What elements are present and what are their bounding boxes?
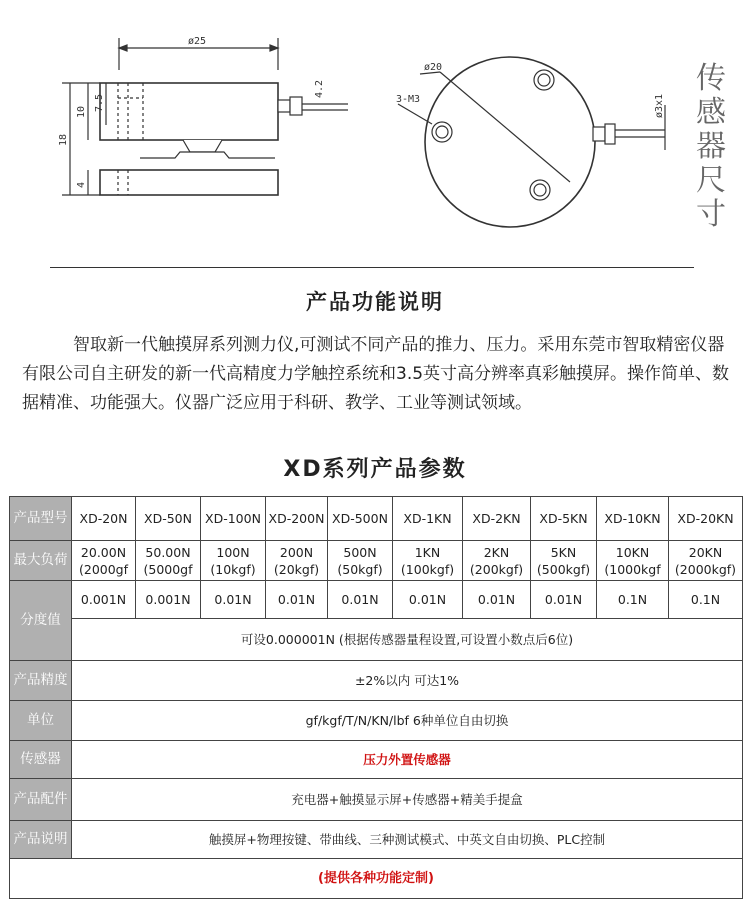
model-cell: XD-100N (201, 497, 266, 541)
model-cell: XD-200N (266, 497, 328, 541)
row-resolution (10, 581, 743, 619)
load-cell: 100N (10kgf) (201, 541, 266, 581)
load-cell: 10KN (1000kgf (597, 541, 669, 581)
resolution-cell: 0.1N (669, 581, 743, 619)
accessories-value: 充电器+触摸显示屏+传感器+精美手提盒 (72, 779, 743, 821)
sensor-dimension-drawing (0, 0, 750, 260)
function-description: 智取新一代触摸屏系列测力仪,可测试不同产品的推力、压力。采用东莞市智取精密仪器有限公司自主研发的新一代高精度力学触控系统和3.5英寸高分辨率真彩触摸屏。操作简单、数据精准、功能强大。仪器广泛应用于科研、教学、工业等测试领域。 (22, 335, 730, 413)
row-footer (10, 859, 743, 899)
label-max-load: 最大负荷 (10, 541, 72, 581)
row-accessories (10, 779, 743, 821)
unit-value: gf/kgf/T/N/KN/lbf 6种单位自由切换 (72, 701, 743, 741)
model-cell: XD-50N (136, 497, 201, 541)
dim-cable-label: ø3x1 (654, 93, 665, 118)
dim-width-label: ø25 (188, 36, 207, 47)
load-cell: 20KN (2000kgf) (669, 541, 743, 581)
resolution-cell: 0.001N (72, 581, 136, 619)
dim-base-height: 4 (76, 181, 87, 188)
load-cell: 5KN (500kgf) (531, 541, 597, 581)
row-unit (10, 701, 743, 741)
resolution-cell: 0.001N (136, 581, 201, 619)
divider (50, 267, 694, 268)
spec-table (9, 496, 743, 899)
load-cell: 20.00N (2000gf (72, 541, 136, 581)
model-cell: XD-20KN (669, 497, 743, 541)
model-cell: XD-20N (72, 497, 136, 541)
resolution-cell: 0.01N (531, 581, 597, 619)
sensor-value: 压力外置传感器 (72, 741, 743, 779)
dim-holes-label: 3-M3 (396, 94, 421, 105)
label-models: 产品型号 (10, 497, 72, 541)
dim-diameter-label: ø20 (424, 62, 443, 73)
resolution-cell: 0.01N (201, 581, 266, 619)
dim-inner-height: 7.5 (94, 93, 105, 112)
model-cell: XD-5KN (531, 497, 597, 541)
load-cell: 500N (50kgf) (328, 541, 393, 581)
label-accessories: 产品配件 (10, 779, 72, 821)
row-accuracy (10, 661, 743, 701)
top-view-drawing (398, 57, 665, 227)
load-cell: 200N (20kgf) (266, 541, 328, 581)
row-resolution-note (10, 619, 743, 661)
model-cell: XD-500N (328, 497, 393, 541)
section-title-function: 产品功能说明 (306, 290, 444, 314)
resolution-cell: 0.01N (328, 581, 393, 619)
accuracy-value: ±2%以内 可达1% (72, 661, 743, 701)
load-cell: 1KN (100kgf) (393, 541, 463, 581)
resolution-cell: 0.01N (463, 581, 531, 619)
label-description: 产品说明 (10, 821, 72, 859)
dim-body-height: 10 (76, 105, 87, 118)
customization-note: (提供各种功能定制) (10, 859, 743, 899)
label-accuracy: 产品精度 (10, 661, 72, 701)
dim-total-height: 18 (58, 133, 69, 146)
model-cell: XD-1KN (393, 497, 463, 541)
side-view-drawing (62, 38, 348, 195)
row-description (10, 821, 743, 859)
row-sensor (10, 741, 743, 779)
section-title-params: XD系列产品参数 (283, 457, 467, 482)
label-resolution: 分度值 (10, 581, 72, 661)
resolution-cell: 0.1N (597, 581, 669, 619)
load-cell: 50.00N (5000gf (136, 541, 201, 581)
dim-cable-offset: 4.2 (314, 79, 325, 98)
description-value: 触摸屏+物理按键、带曲线、三种测试模式、中英文自由切换、PLC控制 (72, 821, 743, 859)
model-cell: XD-10KN (597, 497, 669, 541)
load-cell: 2KN (200kgf) (463, 541, 531, 581)
resolution-note: 可设0.000001N (根据传感器量程设置,可设置小数点后6位) (72, 619, 743, 661)
vertical-title: 传感器尺寸 (696, 61, 726, 232)
label-sensor: 传感器 (10, 741, 72, 779)
row-max-load (10, 541, 743, 581)
row-models (10, 497, 743, 541)
model-cell: XD-2KN (463, 497, 531, 541)
resolution-cell: 0.01N (266, 581, 328, 619)
label-unit: 单位 (10, 701, 72, 741)
resolution-cell: 0.01N (393, 581, 463, 619)
